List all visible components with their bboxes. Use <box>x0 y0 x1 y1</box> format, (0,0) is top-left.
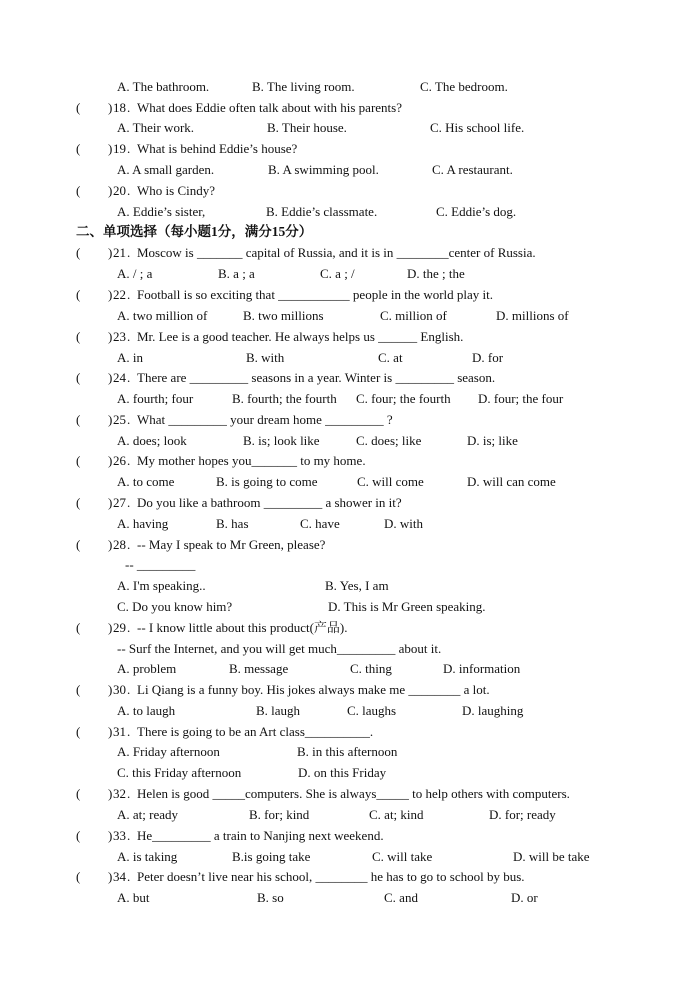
question-stem: Football is so exciting that ___________ people in the world play it. <box>137 287 494 302</box>
option-d: D. This is Mr Green speaking. <box>328 599 486 614</box>
question-number: 23 <box>113 329 126 344</box>
question-stem: Moscow is _______ capital of Russia, and it is in ________center of Russia. <box>137 245 536 260</box>
question-stem: Helen is good _____computers. She is always_____ to help others with computers. <box>137 786 570 801</box>
answer-paren-close: ) <box>108 370 113 385</box>
option-b: B.is going take <box>232 849 311 864</box>
question-32: ( ) 32 . Helen is good _____computers. She is always_____ to help others with computers. <box>76 786 570 801</box>
option-d: D. on this Friday <box>298 765 387 780</box>
option-a: A. to laugh <box>117 703 176 718</box>
question-stem: What does Eddie often talk about with his parents? <box>137 100 402 115</box>
answer-paren-close: ) <box>108 183 113 198</box>
option-b: B. with <box>246 350 285 365</box>
option-c: C. laughs <box>347 703 397 718</box>
option-d: D. laughing <box>462 703 524 718</box>
option-c: C. does; like <box>356 433 422 448</box>
question-28-options-ab <box>0 577 696 595</box>
answer-paren-close: ) <box>108 453 113 468</box>
option-c: C. thing <box>350 661 392 676</box>
question-31: ( ) 31 . There is going to be an Art class__________. <box>76 724 374 739</box>
answer-paren-close: ) <box>108 682 113 697</box>
question-stem: Li Qiang is a funny boy. His jokes always make me ________ a lot. <box>137 682 490 697</box>
option-a: A. Friday afternoon <box>117 744 220 759</box>
section-title <box>0 223 696 241</box>
option-a: A. is taking <box>117 849 178 864</box>
question-23-options <box>0 349 696 367</box>
question-21-options <box>0 265 696 283</box>
answer-paren: ( <box>76 287 81 302</box>
question-34-options <box>0 889 696 907</box>
question-21: ( ) 21 . Moscow is _______ capital of Russia, and it is in ________center of Russia. <box>76 245 536 260</box>
option-d: D. will be take <box>513 849 590 864</box>
option-a: A. Their work. <box>117 120 195 135</box>
option-a: A. / ; a <box>117 266 153 281</box>
question-18: ( ) 18 . What does Eddie often talk about with his parents? <box>76 100 402 115</box>
option-a: A. fourth; four <box>117 391 194 406</box>
question-stem: He_________ a train to Nanjing next weekend. <box>137 828 384 843</box>
question-29-options <box>0 660 696 678</box>
question-stem: Mr. Lee is a good teacher. He always helps us ______ English. <box>137 329 464 344</box>
option-c: C. a ; / <box>320 266 355 281</box>
option-a: A. two million of <box>117 308 208 323</box>
answer-paren: ( <box>76 183 81 198</box>
option-b: B. for; kind <box>249 807 310 822</box>
answer-paren: ( <box>76 620 81 635</box>
answer-paren-close: ) <box>108 495 113 510</box>
answer-paren: ( <box>76 245 81 260</box>
question-30-options <box>0 702 696 720</box>
option-d: D. information <box>443 661 521 676</box>
question-24: ( ) 24 . There are _________ seasons in a year. Winter is _________ season. <box>76 370 496 385</box>
question-stem: -- I know little about this product(产品). <box>137 620 348 635</box>
question-20-options <box>0 203 696 221</box>
question-stem: What is behind Eddie’s house? <box>137 141 298 156</box>
question-30: ( ) 30 . Li Qiang is a funny boy. His jokes always make me ________ a lot. <box>76 682 490 697</box>
option-c: C. will come <box>357 474 424 489</box>
option-c: C. A restaurant. <box>432 162 513 177</box>
answer-paren: ( <box>76 100 81 115</box>
question-number: 29 <box>113 620 126 635</box>
question-19: ( ) 19 . What is behind Eddie’s house? <box>76 141 298 156</box>
question-number: 30 <box>113 682 126 697</box>
question-33: ( ) 33 . He_________ a train to Nanjing next weekend. <box>76 828 384 843</box>
section-title-text: 二、单项选择（每小题1分，满分15分） <box>76 224 313 239</box>
question-number: 24 <box>113 370 126 385</box>
question-number: 31 <box>113 724 126 739</box>
option-b: B. Eddie’s classmate. <box>266 204 378 219</box>
question-28-options-cd <box>0 598 696 616</box>
answer-paren-close: ) <box>108 287 113 302</box>
option-b: B. fourth; the fourth <box>232 391 337 406</box>
question-number: 18 <box>113 100 126 115</box>
question-25: ( ) 25 . What _________ your dream home _________ ? <box>76 412 393 427</box>
question-27: ( ) 27 . Do you like a bathroom _________ a shower in it? <box>76 495 402 510</box>
answer-paren: ( <box>76 370 81 385</box>
question-32-options <box>0 806 696 824</box>
answer-paren-close: ) <box>108 412 113 427</box>
question-18-options <box>0 119 696 137</box>
question-number: 33 <box>113 828 126 843</box>
answer-paren: ( <box>76 828 81 843</box>
question-26-options <box>0 473 696 491</box>
option-c: C. Do you know him? <box>117 599 233 614</box>
option-a: A. I'm speaking.. <box>117 578 206 593</box>
answer-paren: ( <box>76 724 81 739</box>
question-stem: Peter doesn’t live near his school, ________ he has to go to school by bus. <box>137 869 525 884</box>
answer-paren: ( <box>76 412 81 427</box>
question-22-options <box>0 307 696 325</box>
question-25-options <box>0 432 696 450</box>
option-a: A. The bathroom. <box>117 79 210 94</box>
option-b: B. Yes, I am <box>325 578 389 593</box>
option-b: B. is going to come <box>216 474 318 489</box>
option-a: A. in <box>117 350 143 365</box>
option-c: C. Eddie’s dog. <box>436 204 517 219</box>
answer-paren: ( <box>76 453 81 468</box>
option-b: B. has <box>216 516 249 531</box>
option-b: B. laugh <box>256 703 301 718</box>
option-c: C. have <box>300 516 340 531</box>
answer-paren: ( <box>76 537 81 552</box>
option-c: C. four; the fourth <box>356 391 451 406</box>
option-a: A. Eddie’s sister, <box>117 204 206 219</box>
option-b: B. in this afternoon <box>297 744 398 759</box>
answer-paren: ( <box>76 682 81 697</box>
option-a: A. but <box>117 890 150 905</box>
question-number: 26 <box>113 453 126 468</box>
answer-paren: ( <box>76 869 81 884</box>
question-27-options <box>0 515 696 533</box>
question-33-options <box>0 848 696 866</box>
answer-paren-close: ) <box>108 141 113 156</box>
answer-paren-close: ) <box>108 329 113 344</box>
answer-paren: ( <box>76 495 81 510</box>
option-d: D. millions of <box>496 308 569 323</box>
option-c: C. at; kind <box>369 807 424 822</box>
answer-paren-close: ) <box>108 786 113 801</box>
question-31-options-cd <box>0 764 696 782</box>
option-a: A. having <box>117 516 169 531</box>
option-d: D. is; like <box>467 433 518 448</box>
question-number: 28 <box>113 537 126 552</box>
option-b: B. Their house. <box>267 120 347 135</box>
answer-paren: ( <box>76 786 81 801</box>
option-b: B. so <box>257 890 284 905</box>
answer-paren: ( <box>76 329 81 344</box>
option-d: D. for <box>472 350 504 365</box>
question-24-options <box>0 390 696 408</box>
option-b: B. a ; a <box>218 266 255 281</box>
question-number: 25 <box>113 412 126 427</box>
question-number: 21 <box>113 245 126 260</box>
option-c: C. at <box>378 350 403 365</box>
option-d: D. four; the four <box>478 391 564 406</box>
answer-line: -- _________ <box>125 557 196 572</box>
option-a: A. does; look <box>117 433 187 448</box>
option-a: A. problem <box>117 661 177 676</box>
question-stem: There is going to be an Art class__________. <box>137 724 374 739</box>
option-d: D. with <box>384 516 423 531</box>
option-b: B. two millions <box>243 308 324 323</box>
question-28-answer-line <box>0 556 696 574</box>
q17-options <box>0 78 696 96</box>
option-b: B. The living room. <box>252 79 355 94</box>
question-23: ( ) 23 . Mr. Lee is a good teacher. He always helps us ______ English. <box>76 329 464 344</box>
question-number: 27 <box>113 495 126 510</box>
question-stem: Who is Cindy? <box>137 183 215 198</box>
question-29-line2 <box>0 640 696 658</box>
answer-paren-close: ) <box>108 724 113 739</box>
question-19-options <box>0 161 696 179</box>
option-d: D. will can come <box>467 474 556 489</box>
answer-paren-close: ) <box>108 245 113 260</box>
option-c: C. and <box>384 890 418 905</box>
option-d: D. or <box>511 890 538 905</box>
question-stem: What _________ your dream home _________ ? <box>137 412 393 427</box>
question-26: ( ) 26 . My mother hopes you_______ to my home. <box>76 453 366 468</box>
question-31-options-ab <box>0 743 696 761</box>
answer-paren-close: ) <box>108 620 113 635</box>
option-c: C. will take <box>372 849 433 864</box>
question-29: ( ) 29 . -- I know little about this product(产品). <box>76 620 348 635</box>
question-stem-2: -- Surf the Internet, and you will get much_________ about it. <box>117 641 442 656</box>
option-a: A. A small garden. <box>117 162 215 177</box>
option-c: C. The bedroom. <box>420 79 508 94</box>
question-20: ( ) 20 . Who is Cindy? <box>76 183 215 198</box>
option-a: A. at; ready <box>117 807 179 822</box>
question-stem: There are _________ seasons in a year. Winter is _________ season. <box>137 370 496 385</box>
answer-paren-close: ) <box>108 828 113 843</box>
question-stem: -- May I speak to Mr Green, please? <box>137 537 326 552</box>
answer-paren: ( <box>76 141 81 156</box>
option-d: D. the ; the <box>407 266 465 281</box>
question-number: 22 <box>113 287 126 302</box>
option-c: C. million of <box>380 308 447 323</box>
question-34: ( ) 34 . Peter doesn’t live near his school, ________ he has to go to school by bus. <box>76 869 525 884</box>
question-stem: My mother hopes you_______ to my home. <box>137 453 366 468</box>
answer-paren-close: ) <box>108 869 113 884</box>
answer-paren-close: ) <box>108 537 113 552</box>
question-number: 34 <box>113 869 126 884</box>
option-d: D. for; ready <box>489 807 556 822</box>
answer-paren-close: ) <box>108 100 113 115</box>
option-b: B. is; look like <box>243 433 320 448</box>
question-number: 19 <box>113 141 126 156</box>
question-stem: Do you like a bathroom _________ a shower in it? <box>137 495 402 510</box>
option-b: B. message <box>229 661 289 676</box>
question-number: 32 <box>113 786 126 801</box>
option-b: B. A swimming pool. <box>268 162 379 177</box>
option-c: C. this Friday afternoon <box>117 765 242 780</box>
question-28: ( ) 28 . -- May I speak to Mr Green, please? <box>76 537 326 552</box>
question-22: ( ) 22 . Football is so exciting that ___________ people in the world play it. <box>76 287 494 302</box>
option-a: A. to come <box>117 474 175 489</box>
question-number: 20 <box>113 183 126 198</box>
option-c: C. His school life. <box>430 120 525 135</box>
